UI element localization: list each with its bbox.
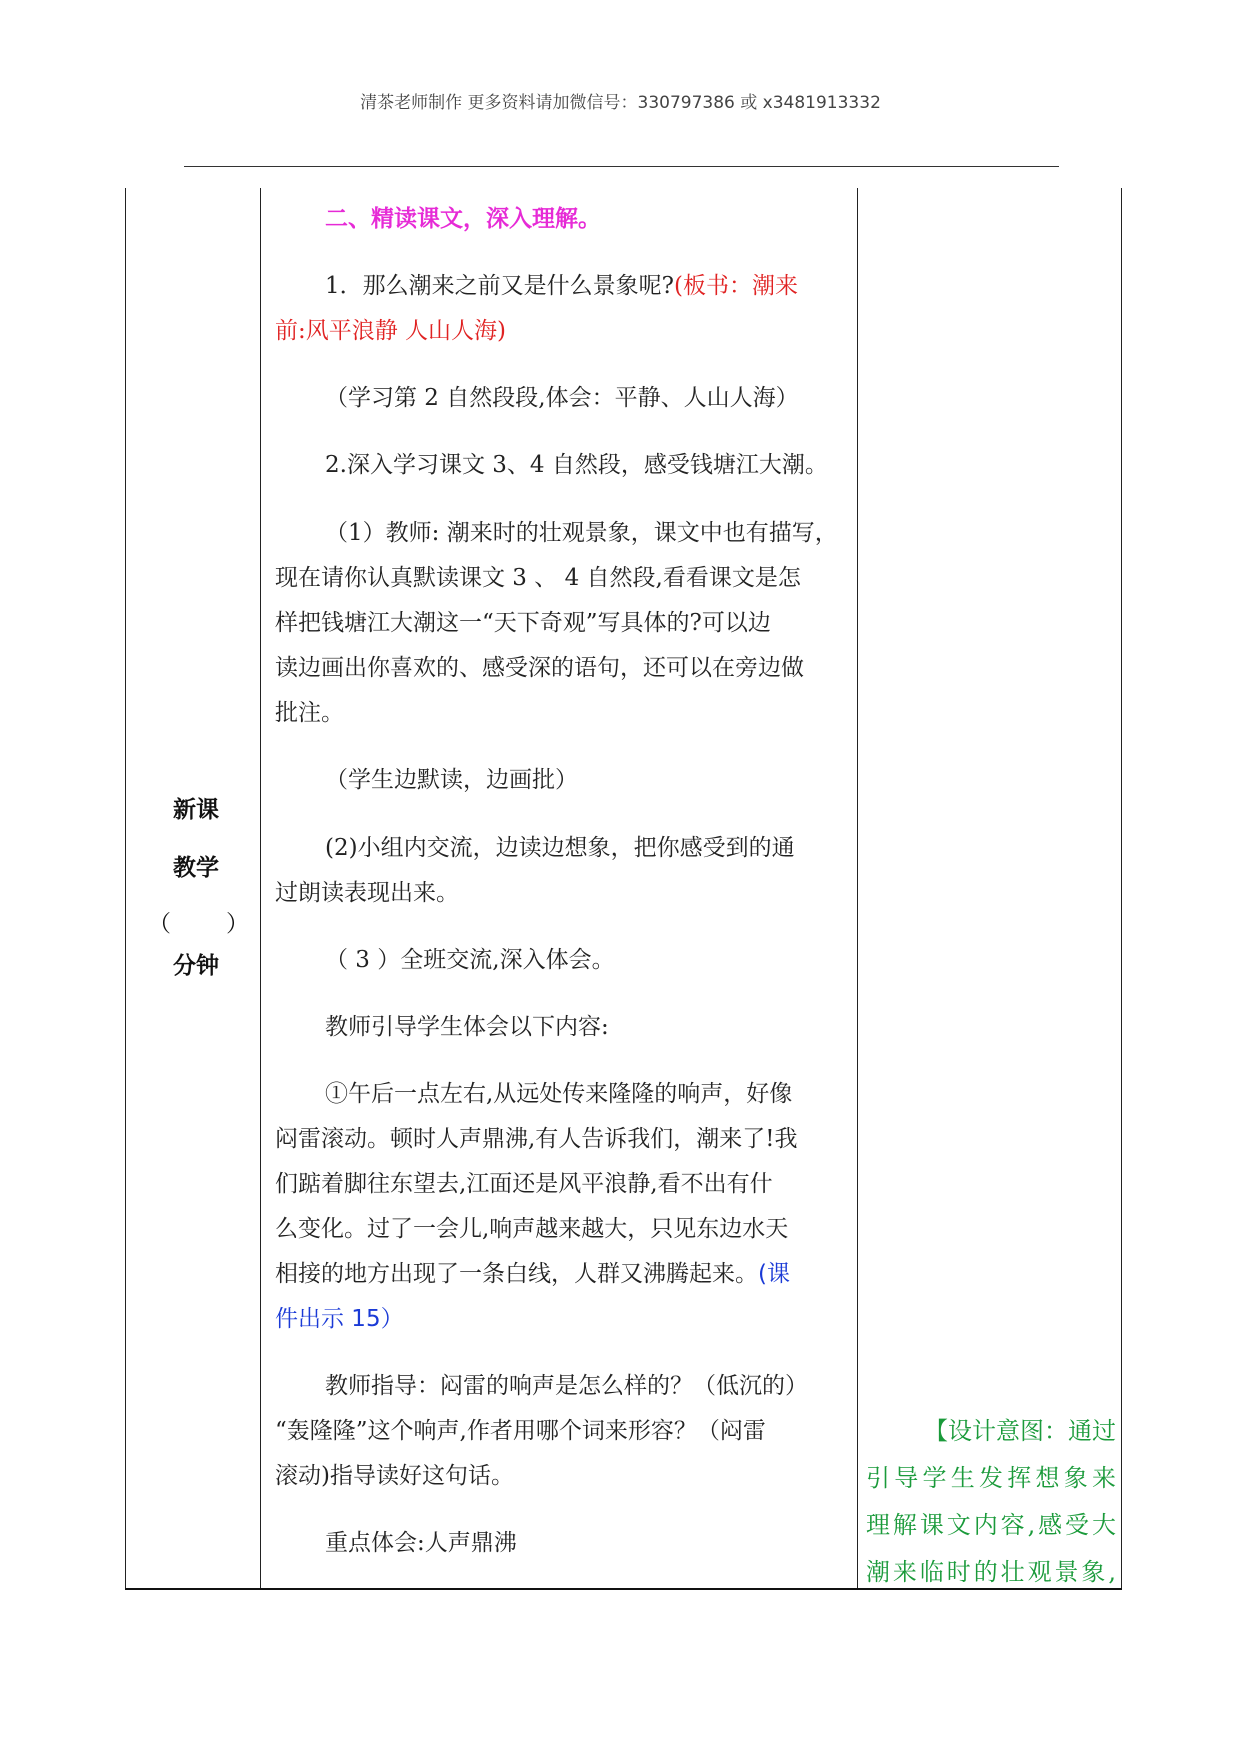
section-heading: 二、精读课文，深入理解。 bbox=[325, 206, 601, 232]
table-border-right bbox=[1121, 188, 1122, 1588]
paragraph-4-line4: 读边画出你喜欢的、感受深的语句，还可以在旁边做 bbox=[275, 655, 804, 681]
paragraph-10-line2: “轰隆隆”这个响声,作者用哪个词来形容？（闷雷 bbox=[275, 1418, 766, 1444]
table-border-col1 bbox=[260, 188, 261, 1588]
page-header: 清茶老师制作 更多资料请加微信号：330797386 或 x3481913332 bbox=[360, 93, 881, 113]
design-intent-line2: 引导学生发挥想象来 bbox=[866, 1464, 1116, 1492]
design-intent-line4: 潮来临时的壮观景象, bbox=[866, 1558, 1116, 1586]
paragraph-2: （学习第 2 自然段段,体会：平静、人山人海） bbox=[325, 385, 799, 411]
paragraph-1-text: 1．那么潮来之前又是什么景象呢? bbox=[325, 273, 674, 299]
design-intent-line1: 【设计意图：通过 bbox=[924, 1417, 1116, 1445]
paragraph-6-line1: (2)小组内交流，边读边想象，把你感受到的通 bbox=[325, 835, 795, 861]
table-border-left bbox=[125, 188, 126, 1588]
paragraph-8: 教师引导学生体会以下内容: bbox=[325, 1014, 609, 1040]
paragraph-5: （学生边默读，边画批） bbox=[325, 767, 578, 793]
paragraph-9-line4: 么变化。过了一会儿,响声越来越大，只见东边水天 bbox=[275, 1216, 789, 1242]
paragraph-4-line3: 样把钱塘江大潮这一“天下奇观”写具体的?可以边 bbox=[275, 610, 771, 636]
minutes-paren-close: ） bbox=[226, 911, 249, 937]
paragraph-4-line2: 现在请你认真默读课文 3 、 4 自然段,看看课文是怎 bbox=[275, 565, 801, 591]
courseware-note-a: (课 bbox=[758, 1261, 790, 1287]
blackboard-note-a: (板书：潮来 bbox=[673, 273, 798, 299]
paragraph-11: 重点体会:人声鼎沸 bbox=[325, 1530, 517, 1556]
courseware-note-b: 件出示 15） bbox=[275, 1306, 404, 1332]
header-divider bbox=[184, 166, 1059, 167]
paragraph-6-line2: 过朗读表现出来。 bbox=[275, 880, 459, 906]
section-label-line1: 新课 bbox=[173, 797, 219, 823]
paragraph-9-line5 bbox=[275, 1252, 847, 1297]
design-intent-note bbox=[866, 1408, 1116, 1596]
paragraph-9-line5-text: 相接的地方出现了一条白线，人群又沸腾起来。 bbox=[275, 1261, 758, 1287]
paragraph-9-line1: ①午后一点左右,从远处传来隆隆的响声，好像 bbox=[325, 1081, 793, 1107]
minutes-paren-open: （ bbox=[148, 911, 171, 937]
design-intent-line3: 理解课文内容,感受大 bbox=[866, 1511, 1116, 1539]
paragraph-9-line3: 们踮着脚往东望去,江面还是风平浪静,看不出有什 bbox=[275, 1171, 773, 1197]
section-label-line2: 教学 bbox=[173, 855, 219, 881]
paragraph-10-line3: 滚动)指导读好这句话。 bbox=[275, 1463, 514, 1489]
paragraph-4-line1: （1）教师: 潮来时的壮观景象，课文中也有描写， bbox=[325, 520, 838, 546]
table-border-col2 bbox=[857, 188, 858, 1588]
blackboard-note-b: 前:风平浪静 人山人海) bbox=[275, 318, 507, 344]
paragraph-9-line2: 闷雷滚动。顿时人声鼎沸,有人告诉我们，潮来了!我 bbox=[275, 1126, 798, 1152]
section-label-line3: 分钟 bbox=[173, 953, 219, 979]
paragraph-10-line1: 教师指导：闷雷的响声是怎么样的？（低沉的） bbox=[325, 1373, 808, 1399]
paragraph-7: （ 3 ）全班交流,深入体会。 bbox=[325, 947, 615, 973]
paragraph-3: 2.深入学习课文 3、4 自然段，感受钱塘江大潮。 bbox=[325, 452, 828, 478]
paragraph-1-line1 bbox=[325, 264, 847, 309]
paragraph-4-line5: 批注。 bbox=[275, 700, 344, 726]
